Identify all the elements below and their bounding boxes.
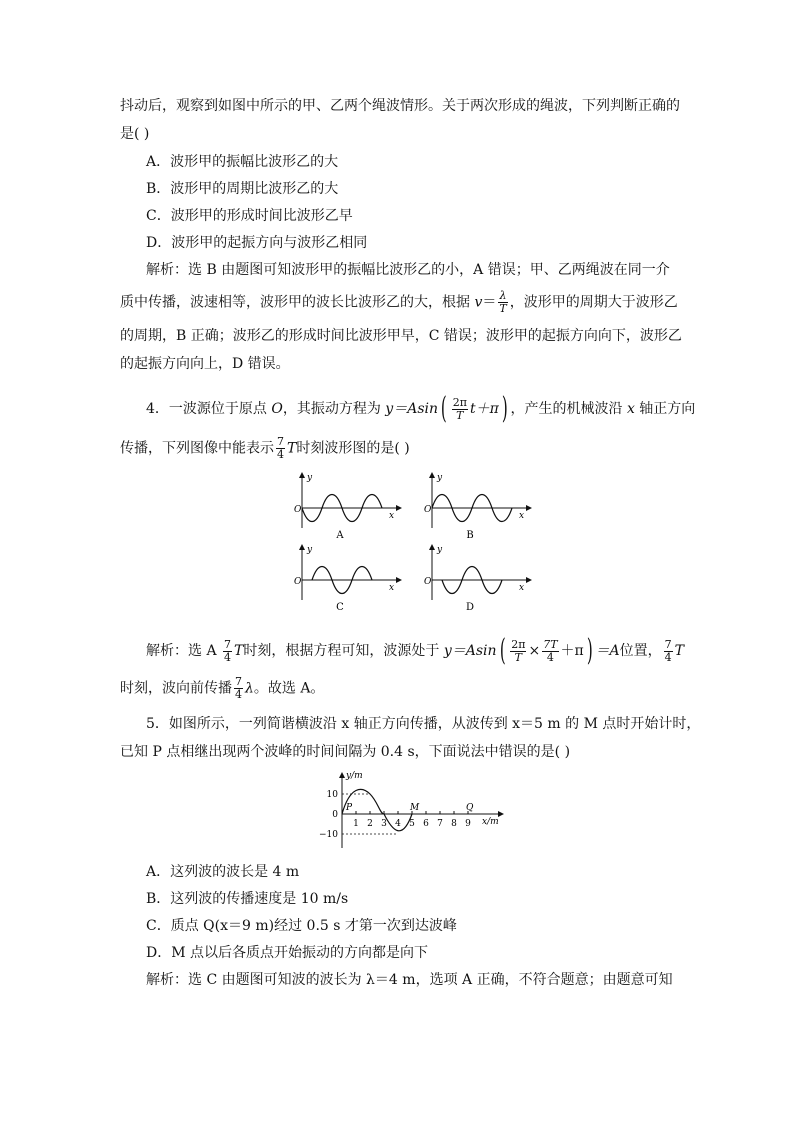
point-q-label: Q bbox=[466, 803, 474, 813]
equals: ＝ bbox=[482, 294, 497, 311]
x-axis-arrow bbox=[498, 811, 504, 817]
fraction-7t-over-4 bbox=[542, 639, 558, 664]
fraction-7-over-4 bbox=[276, 436, 285, 461]
y-tick: 10 bbox=[326, 790, 338, 800]
graph-d bbox=[424, 544, 532, 613]
text-segment: ，其振动方程为 bbox=[282, 401, 386, 417]
frac-num: 7 bbox=[277, 435, 284, 448]
frac-den: 4 bbox=[224, 650, 232, 664]
y-label: y bbox=[437, 473, 443, 483]
origin-label: O bbox=[424, 577, 432, 587]
q3-option-a: A．波形甲的振幅比波形乙的大 bbox=[146, 154, 339, 170]
y-tick: 0 bbox=[332, 810, 338, 820]
x-tick-label: 1 bbox=[353, 819, 359, 829]
y-label: y bbox=[307, 473, 313, 483]
text-segment: 位置， bbox=[619, 643, 662, 659]
x-tick-label: 6 bbox=[423, 819, 429, 829]
q5-option-d: D．M 点以后各质点开始振动的方向都是向下 bbox=[146, 945, 429, 961]
paren-right: ) bbox=[501, 391, 508, 426]
fraction-7-over-4 bbox=[223, 639, 232, 664]
x-tick-label: 4 bbox=[395, 819, 401, 829]
equals-a: ＝A bbox=[595, 643, 620, 659]
var-t: T bbox=[674, 643, 684, 659]
x-label: x bbox=[519, 511, 525, 521]
text-segment: 解析：选 A bbox=[146, 643, 222, 659]
y-axis-arrow bbox=[339, 772, 345, 778]
x-label: x/m bbox=[482, 817, 499, 827]
graph-a bbox=[294, 472, 402, 541]
q3-option-b: B．波形甲的周期比波形乙的大 bbox=[146, 181, 339, 197]
q5-stem-line1: 5．如图所示，一列简谐横波沿 x 轴正方向传播，从波传到 x＝5 m 的 M 点时开始计时， bbox=[146, 716, 701, 732]
origin-label: O bbox=[424, 505, 432, 515]
q3-stem-line2: 是( ) bbox=[120, 126, 150, 142]
equation-y: y＝Asin bbox=[385, 401, 438, 417]
fraction-7-over-4 bbox=[234, 676, 243, 701]
q4-analysis-line2 bbox=[120, 676, 324, 701]
var-lambda: λ bbox=[245, 680, 254, 697]
y-label: y bbox=[437, 545, 443, 555]
frac-num: 2π bbox=[452, 395, 467, 409]
q5-option-c: C．质点 Q(x＝9 m)经过 0.5 s 才第一次到达波峰 bbox=[146, 918, 457, 934]
equation-rest: t＋π bbox=[469, 401, 499, 417]
q5-analysis-line1: 解析：选 C 由题图可知波的波长为 λ＝4 m，选项 A 正确，不符合题意；由题意可知 bbox=[146, 972, 673, 988]
times: × bbox=[528, 643, 541, 659]
fraction-lambda-over-t bbox=[498, 290, 507, 315]
frac-den: 4 bbox=[546, 650, 554, 664]
frac-den: 4 bbox=[277, 448, 284, 461]
y-axis-arrow bbox=[429, 544, 435, 550]
x-axis-arrow bbox=[526, 505, 532, 511]
text-segment: ，波形甲的周期大于波形乙 bbox=[509, 294, 678, 311]
var-t: T bbox=[287, 440, 297, 457]
x-axis-arrow bbox=[526, 577, 532, 583]
text-segment: 4．一波源位于原点 bbox=[146, 401, 272, 417]
x-label: x bbox=[519, 583, 525, 593]
q3-stem-line1: 抖动后，观察到如图中所示的甲、乙两个绳波情形。关于两次形成的绳波，下列判断正确的 bbox=[120, 98, 680, 114]
q5-stem-line2: 已知 P 点相继出现两个波峰的时间间隔为 0.4 s，下面说法中错误的是( ) bbox=[120, 744, 571, 760]
q5-option-a: A．这列波的波长是 4 m bbox=[146, 864, 300, 880]
text-segment: 时刻波形图的是( ) bbox=[296, 440, 410, 457]
graph-label: D bbox=[465, 602, 475, 613]
text-segment: 。故选 A。 bbox=[253, 680, 325, 697]
text-segment: 时刻，根据方程可知，波源处于 bbox=[243, 643, 444, 659]
x-tick-label: 5 bbox=[409, 819, 415, 829]
x-tick-label: 7 bbox=[437, 819, 443, 829]
frac-num: 7 bbox=[664, 637, 672, 651]
origin-label: O bbox=[294, 505, 302, 515]
x-tick-label: 8 bbox=[451, 819, 457, 829]
fraction-2pi-over-t bbox=[510, 639, 526, 664]
y-tick: −10 bbox=[319, 830, 338, 840]
frac-den: 4 bbox=[664, 650, 672, 664]
var-v: v bbox=[474, 294, 483, 311]
plus-pi: ＋π bbox=[560, 643, 584, 659]
q3-option-d: D．波形甲的起振方向与波形乙相同 bbox=[146, 235, 368, 251]
y-axis-arrow bbox=[299, 544, 305, 550]
var-t: T bbox=[234, 643, 244, 659]
q3-analysis-line4: 的起振方向向上，D 错误。 bbox=[120, 356, 290, 372]
x-axis-arrow bbox=[396, 505, 402, 511]
q3-analysis-line2 bbox=[120, 290, 678, 315]
x-label: x bbox=[389, 583, 395, 593]
origin-label: O bbox=[294, 577, 302, 587]
x-tick-label: 9 bbox=[465, 819, 471, 829]
graph-label: A bbox=[336, 530, 344, 541]
text-segment: 传播，下列图像中能表示 bbox=[120, 440, 274, 457]
q4-stem-line1 bbox=[146, 391, 696, 426]
var-x: x bbox=[626, 401, 635, 417]
q3-analysis-line3: 的周期，B 正确；波形乙的形成时间比波形甲早，C 错误；波形甲的起振方向向下，波形乙 bbox=[120, 328, 682, 344]
x-tick-label: 3 bbox=[381, 819, 387, 829]
frac-num: 7 bbox=[235, 675, 242, 688]
q5-wave-graph bbox=[312, 766, 512, 852]
q4-stem-line2 bbox=[120, 436, 410, 461]
q4-analysis-line1 bbox=[146, 633, 684, 668]
frac-den: T bbox=[456, 408, 464, 422]
graph-b bbox=[424, 472, 532, 541]
y-axis-arrow bbox=[429, 472, 435, 478]
y-label: y bbox=[307, 545, 313, 555]
x-label: x bbox=[389, 511, 395, 521]
x-axis-arrow bbox=[396, 577, 402, 583]
q3-analysis-line1: 解析：选 B 由题图可知波形甲的振幅比波形乙的小，A 错误；甲、乙两绳波在同一介 bbox=[146, 262, 670, 278]
q4-wave-graphs bbox=[286, 468, 536, 616]
frac-num: 7 bbox=[224, 637, 232, 651]
fraction-7-over-4 bbox=[664, 639, 673, 664]
text-segment: ，产生的机械波沿 bbox=[510, 401, 627, 417]
point-m-label: M bbox=[410, 803, 420, 813]
text-segment: 时刻，波向前传播 bbox=[120, 680, 232, 697]
y-axis-arrow bbox=[299, 472, 305, 478]
graph-c bbox=[294, 544, 402, 613]
x-tick-label: 2 bbox=[367, 819, 373, 829]
var-o: O bbox=[271, 401, 283, 417]
equation-y: y＝Asin bbox=[443, 643, 497, 659]
y-label: y/m bbox=[346, 771, 363, 781]
paren-left: ( bbox=[440, 391, 447, 426]
frac-num: 7T bbox=[543, 637, 558, 651]
paren-right: ) bbox=[586, 633, 593, 668]
paren-left: ( bbox=[499, 633, 506, 668]
frac-den: T bbox=[499, 302, 507, 315]
frac-den: 4 bbox=[235, 688, 242, 701]
point-p-label: P bbox=[346, 803, 353, 813]
graph-label: B bbox=[466, 530, 474, 541]
q3-option-c: C．波形甲的形成时间比波形乙早 bbox=[146, 208, 353, 224]
frac-num: λ bbox=[499, 289, 507, 302]
frac-num: 2π bbox=[511, 637, 526, 651]
fraction-2pi-over-t bbox=[452, 397, 468, 422]
frac-den: T bbox=[514, 650, 523, 664]
text-segment: 质中传播，波速相等，波形甲的波长比波形乙的大，根据 bbox=[120, 294, 475, 311]
graph-label: C bbox=[336, 602, 344, 613]
text-segment: 轴正方向 bbox=[634, 401, 696, 417]
q5-option-b: B．这列波的传播速度是 10 m/s bbox=[146, 891, 349, 907]
